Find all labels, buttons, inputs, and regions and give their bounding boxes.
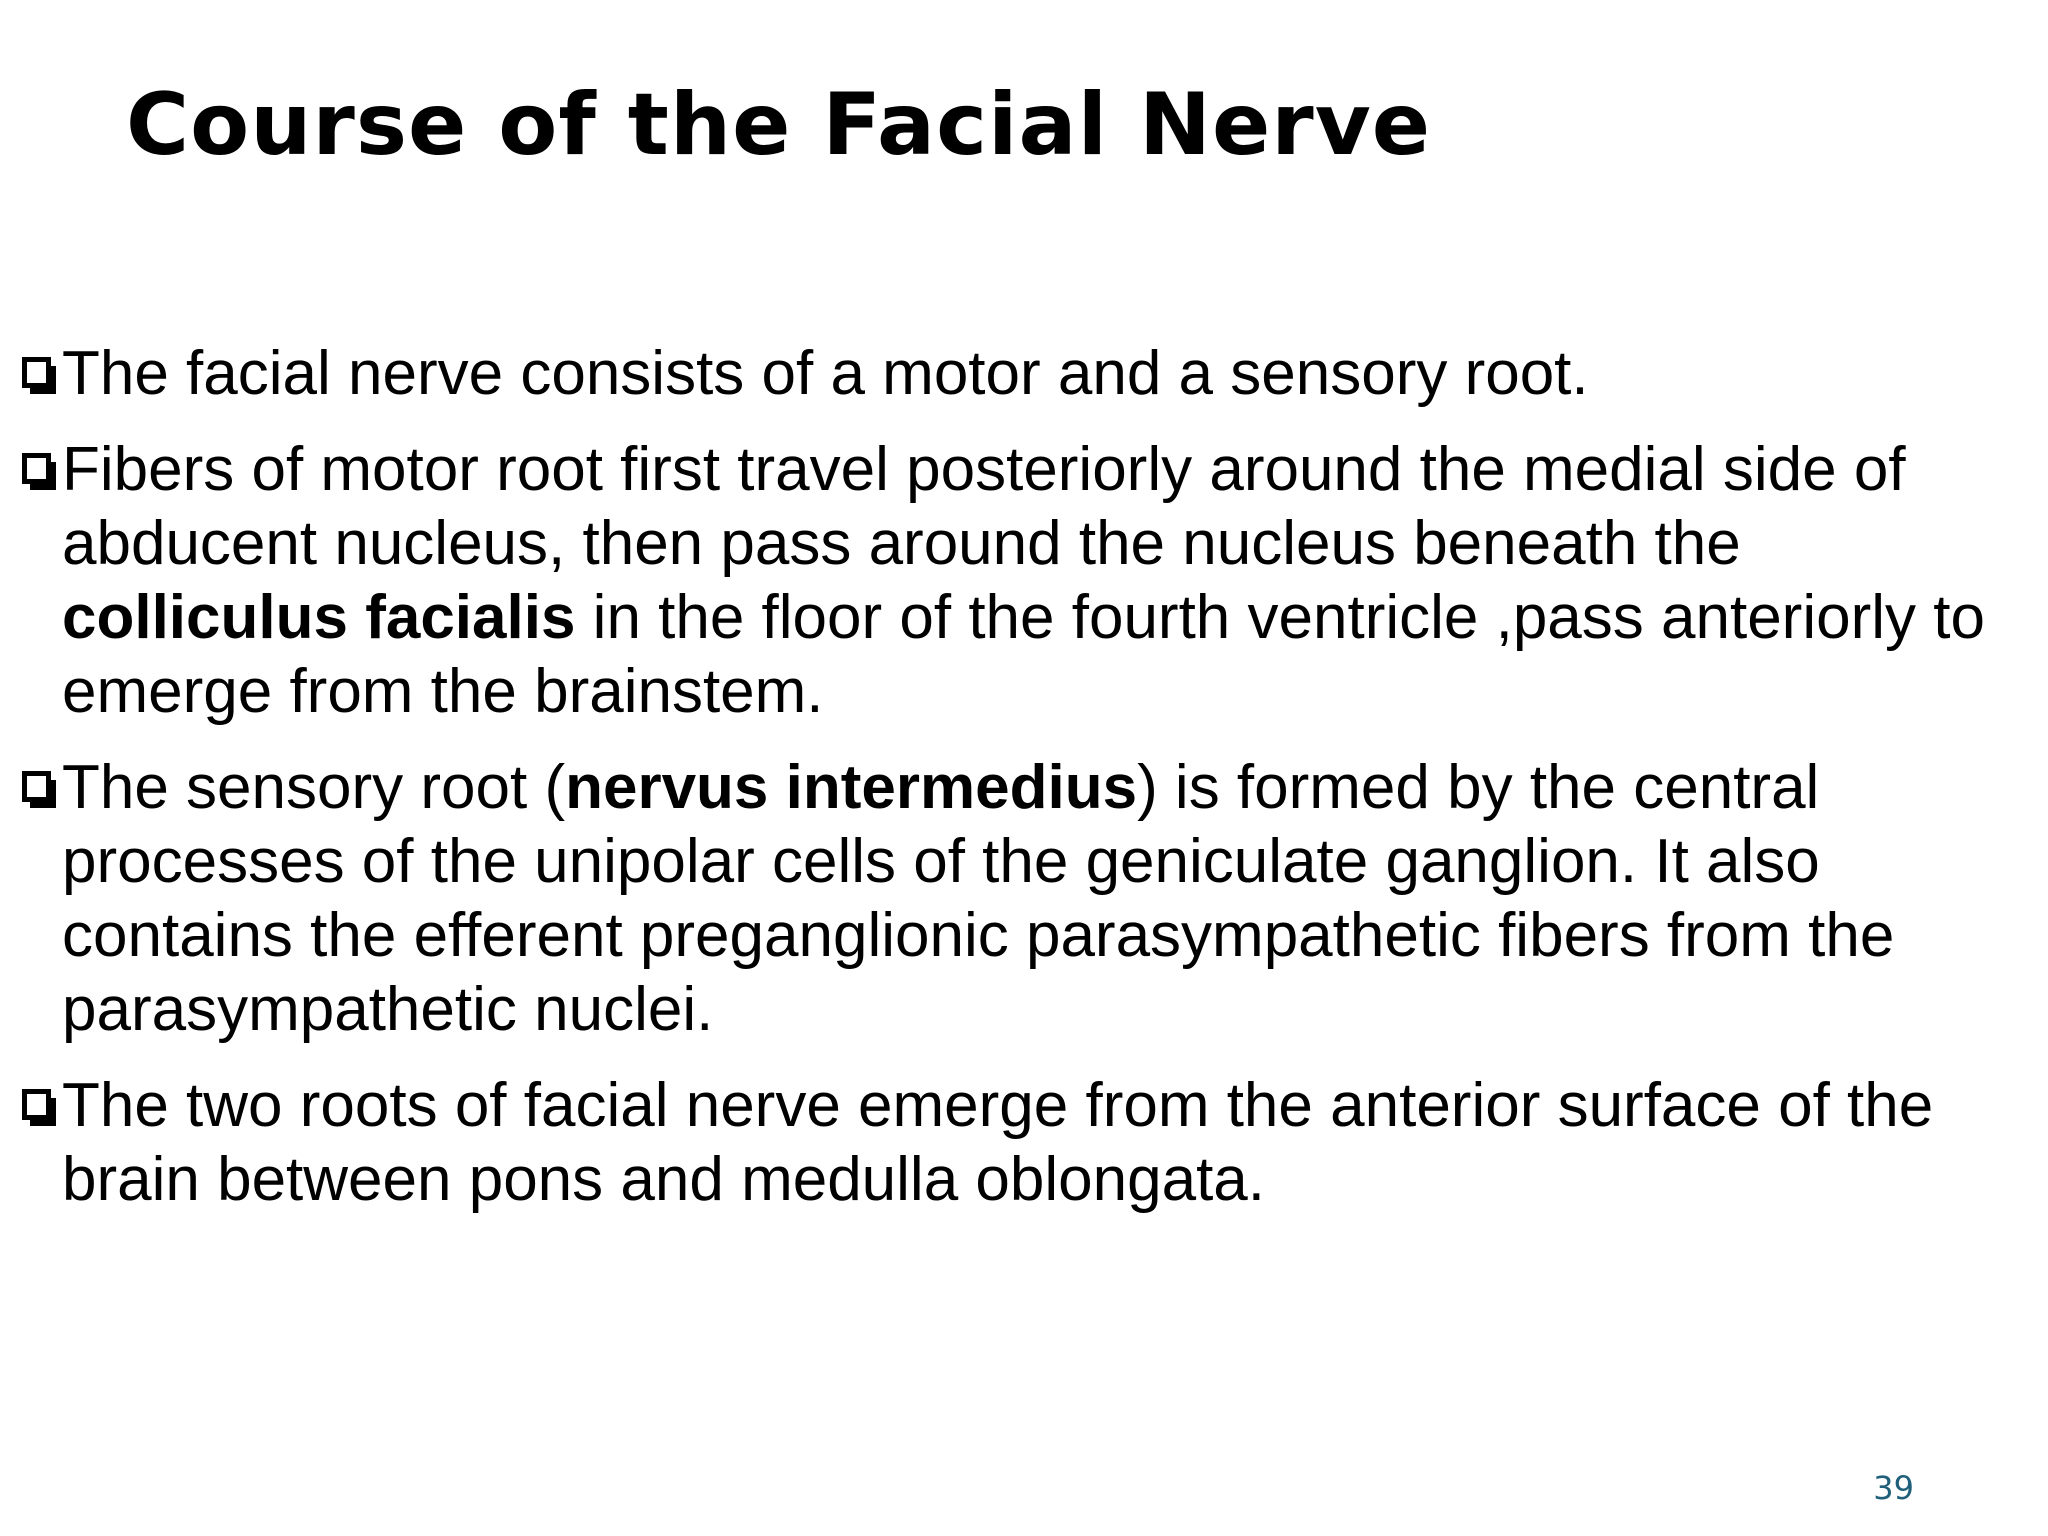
bullet-item [22,337,2012,411]
bullet-text: The two roots of facial nerve emerge from the anterior surface of the brain between pons and medulla oblongata. [62,1071,1934,1214]
bullet-list [22,337,2012,1239]
bullet-item [22,751,2012,1047]
checkbox-square-icon [22,357,56,394]
slide-title: Course of the Facial Nerve [126,75,1432,175]
bullet-text: ) is formed by the central processes of the unipolar cells of the geniculate ganglion. It also contains the efferent preganglionic parasympathetic fibers from the parasympathetic nuclei. [62,753,1895,1044]
checkbox-square-icon [22,771,56,808]
bullet-text: Fibers of motor root first travel posteriorly around the medial side of abducent nucleus, then pass around the nucleus beneath the [62,435,1906,578]
checkbox-square-icon [22,1089,56,1126]
page-number: 39 [1873,1469,1914,1507]
bold-term-colliculus-facialis: colliculus facialis [62,583,576,652]
bold-term-nervus-intermedius: nervus intermedius [565,753,1138,822]
bullet-item [22,1069,2012,1217]
bullet-text: The facial nerve consists of a motor and a sensory root. [62,339,1589,408]
checkbox-square-icon [22,453,56,490]
bullet-text: in the floor of the fourth ventricle ,pass anteriorly to emerge from the brainstem. [62,583,1985,726]
bullet-item [22,433,2012,729]
bullet-text: The sensory root ( [62,753,566,822]
